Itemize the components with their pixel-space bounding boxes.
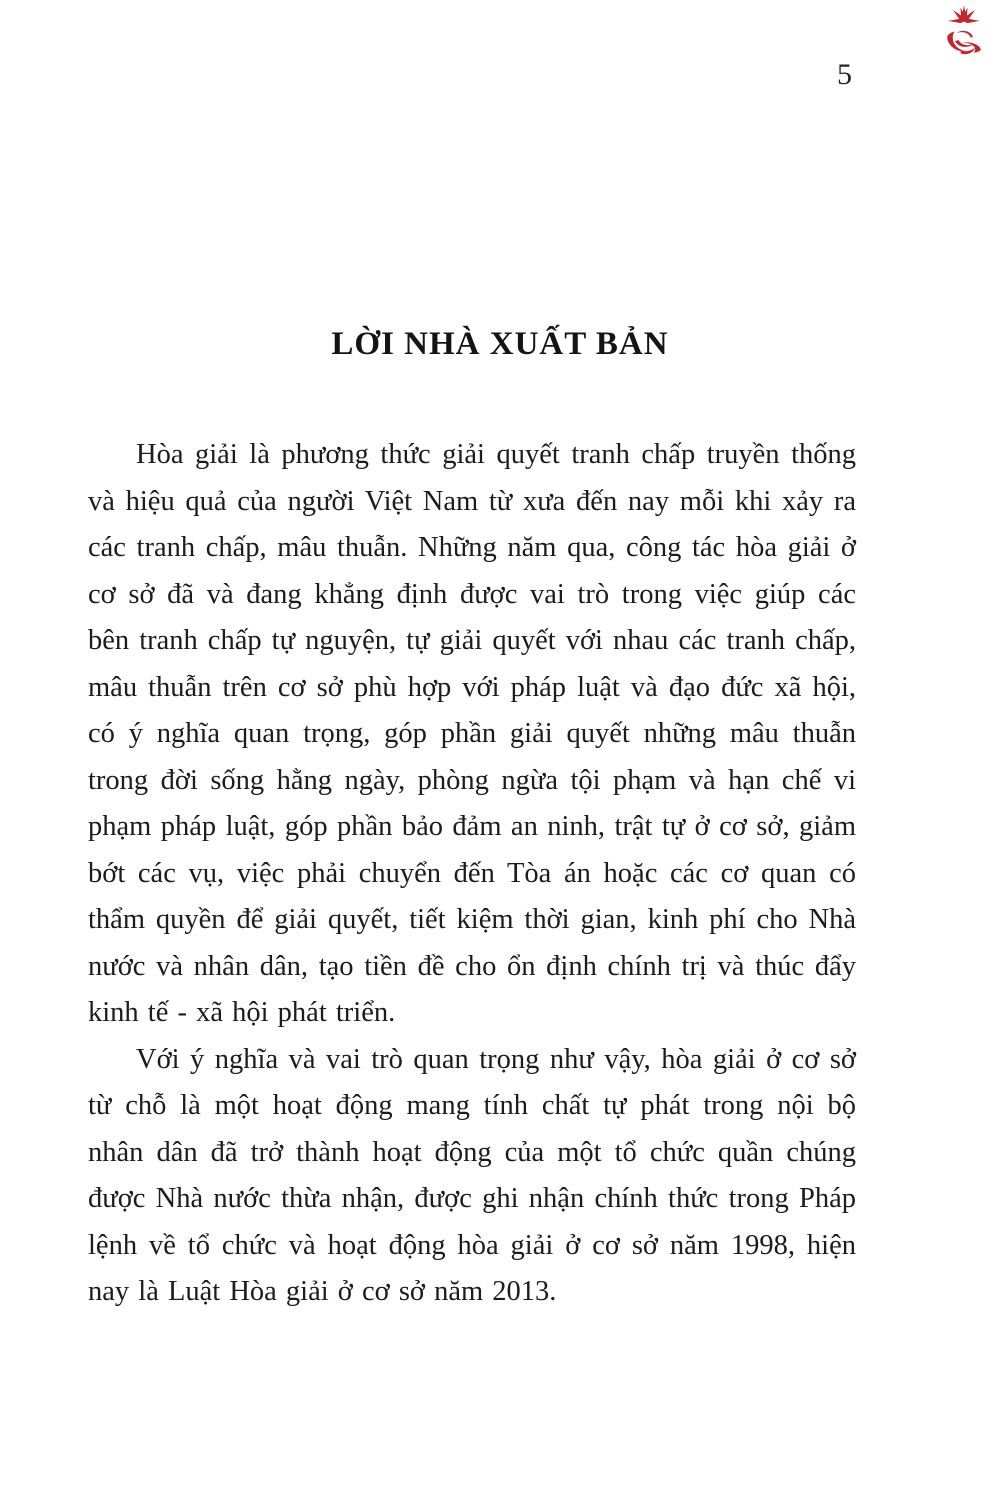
chapter-title: LỜI NHÀ XUẤT BẢN <box>331 326 669 362</box>
paragraph-1: Hòa giải là phương thức giải quyết tranh chấp truyền thống và hiệu quả của người Việt Nam từ xưa đến nay mỗi khi xảy ra các tranh chấp, mâu thuẫn. Những năm qua, công tác hòa giải ở cơ sở đã và đang khẳng định được vai trò trong việc giúp các bên tranh chấp tự nguyện, tự giải quyết với nhau các tranh chấp, mâu thuẫn trên cơ sở phù hợp với pháp luật và đạo đức xã hội, có ý nghĩa quan trọng, góp phần giải quyết những mâu thuẫn trong đời sống hằng ngày, phòng ngừa tội phạm và hạn chế vi phạm pháp luật, góp phần bảo đảm an ninh, trật tự ở cơ sở, giảm bớt các vụ, việc phải chuyển đến Tòa án hoặc các cơ quan có thẩm quyền để giải quyết, tiết kiệm thời gian, kinh phí cho Nhà nước và nhân dân, tạo tiền đề cho ổn định chính trị và thúc đẩy kinh tế - xã hội phát triển. <box>88 439 856 1028</box>
page-number: 5 <box>837 58 852 91</box>
body-text <box>88 432 856 1316</box>
paragraph-2: Với ý nghĩa và vai trò quan trọng như vậy, hòa giải ở cơ sở từ chỗ là một hoạt động mang tính chất tự phát trong nội bộ nhân dân đã trở thành hoạt động của một tổ chức quần chúng được Nhà nước thừa nhận, được ghi nhận chính thức trong Pháp lệnh về tổ chức và hoạt động hòa giải ở cơ sở năm 1998, hiện nay là Luật Hòa giải ở cơ sở năm 2013. <box>88 1043 856 1307</box>
publisher-logo-icon <box>936 2 992 60</box>
